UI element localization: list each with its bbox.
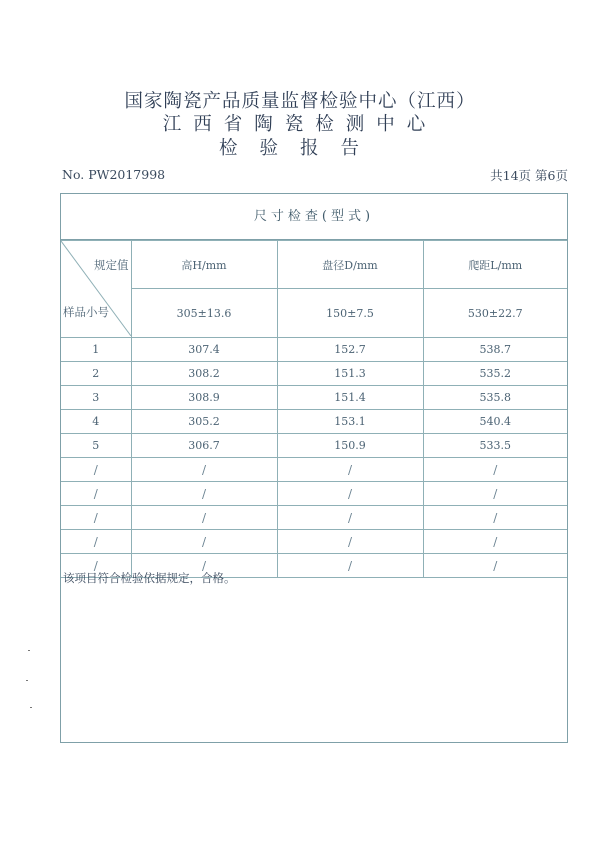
measurement-value: / — [277, 506, 423, 530]
table-row — [61, 482, 567, 506]
report-title-line1: 国家陶瓷产品质量监督检验中心（江西） — [124, 91, 476, 112]
measurement-value: / — [423, 554, 567, 578]
section-title: 尺寸检查(型式) — [61, 194, 567, 240]
measurement-value: 533.5 — [423, 434, 567, 458]
measurement-value: 308.9 — [131, 386, 277, 410]
measurement-value: / — [277, 482, 423, 506]
measurement-value: / — [131, 554, 277, 578]
table-row — [61, 386, 567, 410]
scan-speck — [30, 707, 32, 708]
diagonal-line — [61, 241, 131, 336]
report-title-line3: 检验报告 — [218, 138, 381, 159]
dimension-table — [61, 240, 567, 578]
measurement-value: 538.7 — [423, 338, 567, 362]
sample-number: / — [61, 506, 131, 530]
inspection-frame — [60, 193, 568, 743]
sample-number: 3 — [61, 386, 131, 410]
measurement-value: 305.2 — [131, 410, 277, 434]
corner-label-spec: 规定值 — [94, 258, 129, 272]
measurement-value: 306.7 — [131, 434, 277, 458]
sample-number: / — [61, 482, 131, 506]
measurement-value: 151.4 — [277, 386, 423, 410]
column-header: 盘径D/mm — [277, 241, 423, 289]
measurement-value: 535.2 — [423, 362, 567, 386]
table-row — [61, 458, 567, 482]
corner-cell — [61, 241, 131, 338]
report-title-line2: 江西省陶瓷检测中心 — [162, 114, 438, 135]
conclusion-text: 该项目符合检验依据规定，合格。 — [63, 571, 236, 585]
table-row — [61, 338, 567, 362]
sample-number: 4 — [61, 410, 131, 434]
measurement-value: / — [423, 506, 567, 530]
data-body — [61, 338, 567, 578]
spec-value: 305±13.6 — [131, 289, 277, 338]
table-row — [61, 410, 567, 434]
column-header: 高H/mm — [131, 241, 277, 289]
sample-number: 5 — [61, 434, 131, 458]
scan-speck — [26, 680, 28, 681]
measurement-value: / — [423, 530, 567, 554]
table-row — [61, 530, 567, 554]
report-number: No. PW2017998 — [62, 167, 166, 182]
measurement-value: 151.3 — [277, 362, 423, 386]
measurement-value: / — [423, 482, 567, 506]
measurement-value: 308.2 — [131, 362, 277, 386]
sample-number: / — [61, 554, 131, 578]
measurement-value: 150.9 — [277, 434, 423, 458]
spec-row — [61, 289, 567, 338]
page-info: 共14页 第6页 — [490, 168, 568, 183]
sample-number: / — [61, 458, 131, 482]
spec-value: 150±7.5 — [277, 289, 423, 338]
measurement-value: 535.8 — [423, 386, 567, 410]
measurement-value: / — [277, 554, 423, 578]
scan-speck — [28, 650, 30, 651]
measurement-value: / — [131, 482, 277, 506]
measurement-value: 307.4 — [131, 338, 277, 362]
table-row — [61, 506, 567, 530]
header-row — [61, 241, 567, 289]
sample-number: 1 — [61, 338, 131, 362]
measurement-value: 152.7 — [277, 338, 423, 362]
sample-number: 2 — [61, 362, 131, 386]
measurement-value: 540.4 — [423, 410, 567, 434]
measurement-value: / — [277, 458, 423, 482]
table-row — [61, 362, 567, 386]
column-header: 爬距L/mm — [423, 241, 567, 289]
sample-number: / — [61, 530, 131, 554]
measurement-value: / — [131, 530, 277, 554]
measurement-value: / — [277, 530, 423, 554]
measurement-value: / — [423, 458, 567, 482]
measurement-value: 153.1 — [277, 410, 423, 434]
measurement-value: / — [131, 506, 277, 530]
table-row — [61, 434, 567, 458]
spec-value: 530±22.7 — [423, 289, 567, 338]
corner-label-sample: 样品小号 — [63, 305, 109, 319]
measurement-value: / — [131, 458, 277, 482]
